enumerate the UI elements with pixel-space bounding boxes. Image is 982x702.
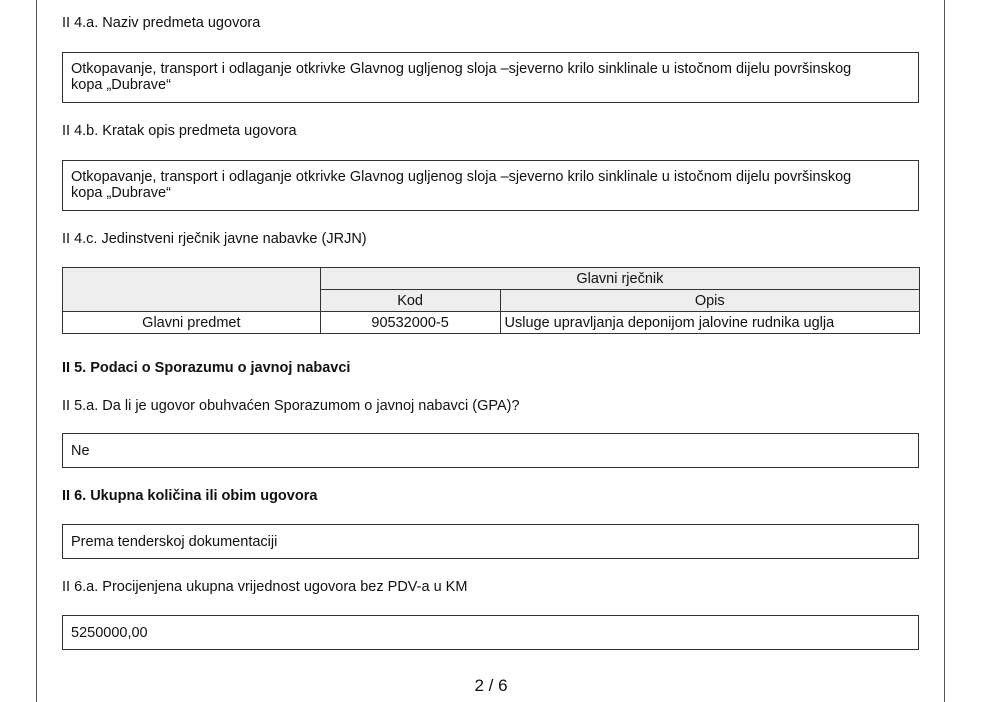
page-border-right [944, 0, 945, 702]
section-4b-label: II 4.b. Kratak opis predmeta ugovora [62, 123, 297, 139]
jrjn-group-header: Glavni rječnik [320, 268, 919, 290]
page-number: 2 / 6 [474, 676, 508, 695]
section-6-heading: II 6. Ukupna količina ili obim ugovora [62, 488, 318, 504]
section-5a-label: II 5.a. Da li je ugovor obuhvaćen Sporazumom o javnoj nabavci (GPA)? [62, 398, 520, 414]
section-4a-value [62, 52, 919, 103]
section-4b-value-line1: Otkopavanje, transport i odlaganje otkrivke Glavnog ugljenog sloja –sjeverno krilo sinklinale u istočnom dijelu površinskog [71, 169, 852, 185]
jrjn-col-opis: Opis [500, 290, 919, 312]
section-4b-value [62, 160, 919, 211]
section-4b-value-line2: kopa „Dubrave“ [71, 185, 171, 201]
section-6a-value-text: 5250000,00 [71, 624, 148, 641]
page-border-left [36, 0, 37, 702]
section-5a-value-text: Ne [71, 442, 90, 459]
jrjn-row-kod: 90532000-5 [320, 312, 500, 334]
section-4c-label: II 4.c. Jedinstveni rječnik javne nabavke (JRJN) [62, 231, 367, 247]
section-6a-value [62, 615, 919, 650]
section-4a-label: II 4.a. Naziv predmeta ugovora [62, 15, 261, 31]
jrjn-col-kod: Kod [320, 290, 500, 312]
jrjn-row-opis: Usluge upravljanja deponijom jalovine rudnika uglja [500, 312, 919, 334]
section-6a-label: II 6.a. Procijenjena ukupna vrijednost ugovora bez PDV-a u KM [62, 579, 468, 595]
section-6-value-text: Prema tenderskoj dokumentaciji [71, 533, 278, 550]
section-5a-value [62, 433, 919, 468]
jrjn-empty-header-cell [63, 268, 321, 312]
jrjn-header-row-group [63, 268, 920, 290]
section-6-value [62, 524, 919, 559]
section-4a-value-line1: Otkopavanje, transport i odlaganje otkrivke Glavnog ugljenog sloja –sjeverno krilo sinklinale u istočnom dijelu površinskog [71, 61, 852, 77]
section-4a-value-line2: kopa „Dubrave“ [71, 77, 171, 93]
jrjn-table [62, 267, 920, 334]
table-row [63, 312, 920, 334]
jrjn-row-label: Glavni predmet [63, 312, 321, 334]
section-5-heading: II 5. Podaci o Sporazumu o javnoj nabavci [62, 360, 351, 376]
